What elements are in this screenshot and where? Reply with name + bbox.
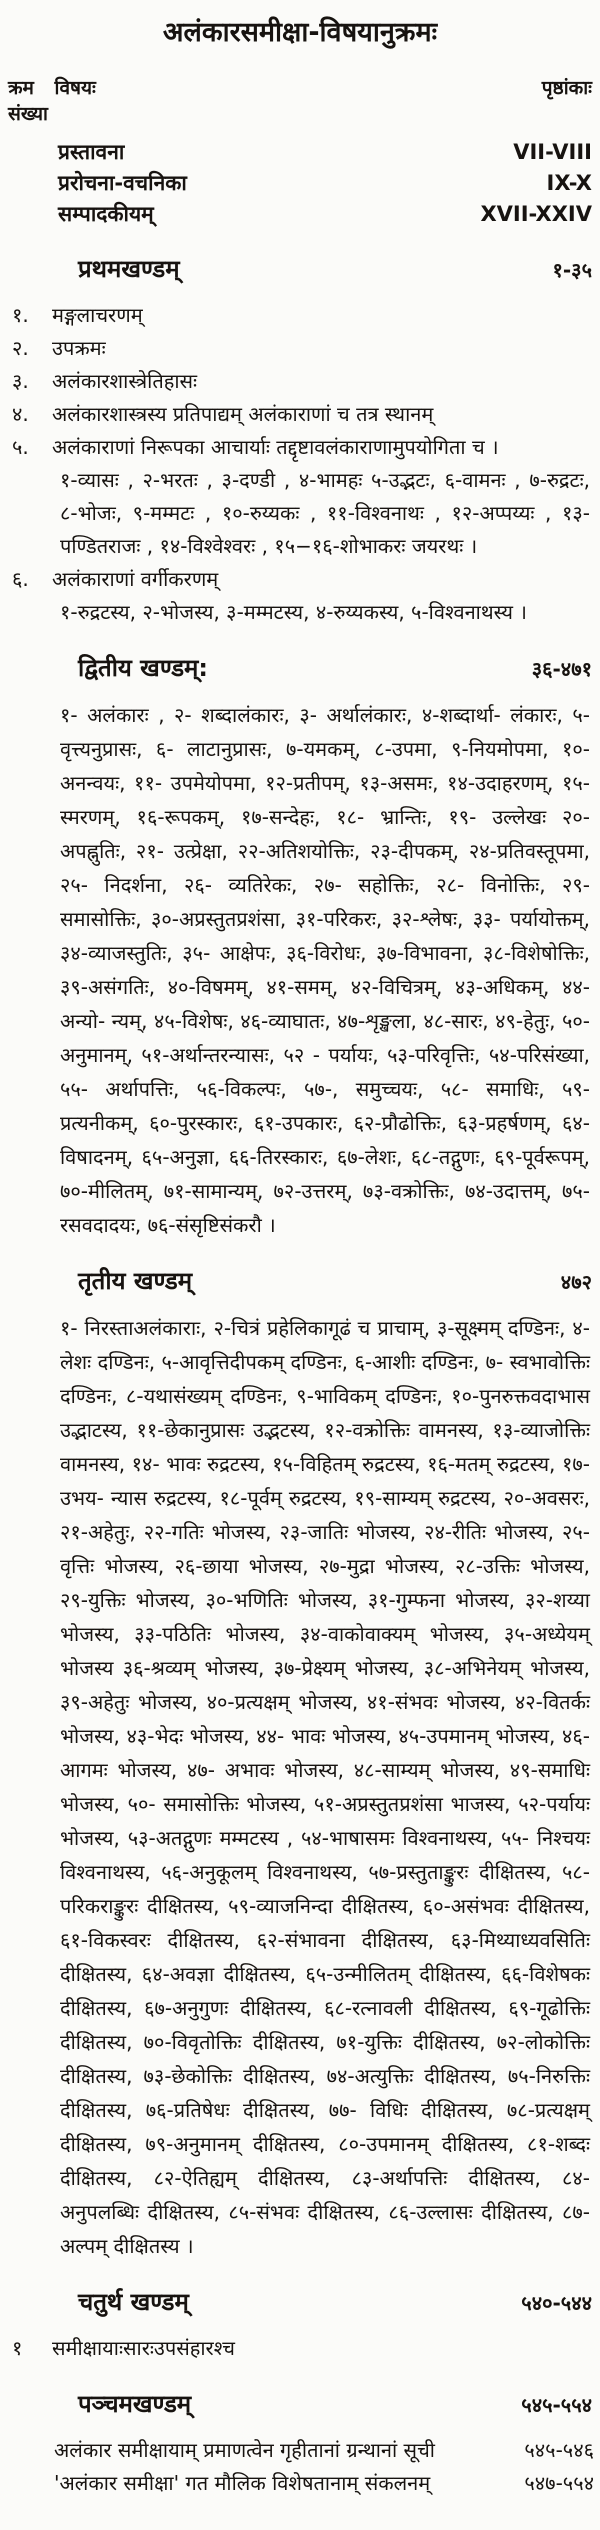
section-heading-3 [6,1264,594,1297]
section-heading-5 [6,2387,594,2420]
item-text: मङ्गलाचरणम् [52,303,143,327]
section-body: १- अलंकारः , २- शब्दालंकारः, ३- अर्थालंकारः, ४-शब्दार्था- लंकारः, ५-वृत्त्यनुप्रासः, ६- लाटानुप्रासः, ७-यमकम्, ८-उपमा, ९-नियमोपमा, १०-अनन्वयः, ११- उपमेयोपमा, १२-प्रतीपम्, १३-असमः, १४-उदाहरणम्, १५-स्मरणम्, १६-रूपकम्, १७-सन्देहः, १८- भ्रान्तिः, १९- उल्लेखः २०- अपह्नुतिः, २१- उत्प्रेक्षा, २२-अतिशयोक्तिः, २३-दीपकम्, २४-प्रतिवस्तूपमा, २५- निदर्शना, २६- व्यतिरेकः, २७- सहोक्तिः, २८- विनोक्तिः, २९- समासोक्तिः, ३०-अप्रस्तुतप्रशंसा, ३१-परिकरः, ३२-श्लेषः, ३३- पर्यायोक्तम्, ३४-व्याजस्तुतिः, ३५- आक्षेपः, ३६-विरोधः, ३७-विभावना, ३८-विशेषोक्तिः, ३९-असंगतिः, ४०-विषमम्, ४१-समम्, ४२-विचित्रम्, ४३-अधिकम्, ४४-अन्यो- न्यम्, ४५-विशेषः, ४६-व्याघातः, ४७-शृङ्खला, ४८-सारः, ४९-हेतुः, ५०- अनुमानम्, ५१-अर्थान्तरन्यासः, ५२ - पर्यायः, ५३-परिवृत्तिः, ५४-परिसंख्या, ५५- अर्थापत्तिः, ५६-विकल्पः, ५७-, समुच्चयः, ५८- समाधिः, ५९-प्रत्यनीकम्, ६०-पुरस्कारः, ६१-उपकारः, ६२-प्रौढोक्तिः, ६३-प्रहर्षणम्, ६४-विषादनम्, ६५-अनुज्ञा, ६६-तिरस्कारः, ६७-लेशः, ६८-तद्गुणः, ६९-पूर्वरूपम्, ७०-मीलितम्, ७१-सामान्यम्, ७२-उत्तरम्, ७३-वक्रोक्तिः, ७४-उदात्तम्, ७५-रसवदादयः, ७६-संसृष्टिसंकरौ । [60,703,590,1237]
serial-col-label-line2: संख्या [8,103,48,125]
appendix-pages: ५४७-५५४ [524,2471,594,2495]
front-matter-row [6,137,594,168]
item-number: ३. [12,369,29,393]
item-text: अलंकारशास्त्रेतिहासः [52,369,198,393]
toc-item [6,332,594,365]
section-heading-1 [6,252,594,285]
page-title: अलंकारसमीक्षा-विषयानुक्रमः [162,17,438,48]
front-matter-pages: VII-VIII [513,140,592,164]
section-title: पञ्चमखण्डम् [78,2390,192,2418]
section-title: तृतीय खण्डम् [78,1267,193,1295]
toc-column-headers [6,75,594,127]
section-pages: ३६-४७१ [531,657,592,681]
section-body: १- निरस्ताअलंकाराः, २-चित्रं प्रहेलिकागूढं च प्राचाम्, ३-सूक्ष्मम् दण्डिनः, ४-लेशः दण्डिनः, ५-आवृत्तिदीपकम् दण्डिनः, ६-आशीः दण्डिनः, ७- स्वभावोक्तिः दण्डिनः, ८-यथासंख्यम् दण्डिनः, ९-भाविकम् दण्डिनः, १०-पुनरुक्तवदाभास उद्भाटस्य, ११-छेकानुप्रासः उद्भटस्य, १२-वक्रोक्तिः वामनस्य, १३-व्याजोक्तिः वामनस्य, १४- भावः रुद्रटस्य, १५-विहितम् रुद्रटस्य, १६-मतम् रुद्रटस्य, १७-उभय- न्यास रुद्रटस्य, १८-पूर्वम् रुद्रटस्य, १९-साम्यम् रुद्रटस्य, २०-अवसरः, २१-अहेतुः, २२-गतिः भोजस्य, २३-जातिः भोजस्य, २४-रीतिः भोजस्य, २५-वृत्तिः भोजस्य, २६-छाया भोजस्य, २७-मुद्रा भोजस्य, २८-उक्तिः भोजस्य, २९-युक्तिः भोजस्य, ३०-भणितिः भोजस्य, ३१-गुम्फना भोजस्य, ३२-शय्या भोजस्य, ३३-पठितिः भोजस्य, ३४-वाकोवाक्यम् भोजस्य, ३५-अध्येयम् भोजस्य ३६-श्रव्यम् भोजस्य, ३७-प्रेक्ष्यम् भोजस्य, ३८-अभिनेयम् भोजस्य, ३९-अहेतुः भोजस्य, ४०-प्रत्यक्षम् भोजस्य, ४१-संभवः भोजस्य, ४२-वितर्कः भोजस्य, ४३-भेदः भोजस्य, ४४- भावः भोजस्य, ४५-उपमानम् भोजस्य, ४६- आगमः भोजस्य, ४७- अभावः भोजस्य, ४८-साम्यम् भोजस्य, ४९-समाधिः भोजस्य, ५०- समासोक्तिः भोजस्य, ५१-अप्रस्तुतप्रशंसा भाजस्य, ५२-पर्यायः भोजस्य, ५३-अतद्गुणः मम्मटस्य , ५४-भाषासमः विश्वनाथस्य, ५५- निश्चयः विश्वनाथस्य, ५६-अनुकूलम् विश्वनाथस्य, ५७-प्रस्तुताङ्कुरः दीक्षितस्य, ५८-परिकराङ्कुरः दीक्षितस्य, ५९-व्याजनिन्दा दीक्षितस्य, ६०-असंभवः दीक्षितस्य, ६१-विकस्वरः दीक्षितस्य, ६२-संभावना दीक्षितस्य, ६३-मिथ्याध्यवसितिः दीक्षितस्य, ६४-अवज्ञा दीक्षितस्य, ६५-उन्मीलितम् दीक्षितस्य, ६६-विशेषकः दीक्षितस्य, ६७-अनुगुणः दीक्षितस्य, ६८-रत्नावली दीक्षितस्य, ६९-गूढोक्तिः दीक्षितस्य, ७०-विवृतोक्तिः दीक्षितस्य, ७१-युक्तिः दीक्षितस्य, ७२-लोकोक्तिः दीक्षितस्य, ७३-छेकोक्तिः दीक्षितस्य, ७४-अत्युक्तिः दीक्षितस्य, ७५-निरुक्तिः दीक्षितस्य, ७६-प्रतिषेधः दीक्षितस्य, ७७- विधिः दीक्षितस्य, ७८-प्रत्यक्षम् दीक्षितस्य, ७९-अनुमानम् दीक्षितस्य, ८०-उपमानम् दीक्षितस्य, ८१-शब्दः दीक्षितस्य, ८२-ऐतिह्यम् दीक्षितस्य, ८३-अर्थापत्तिः दीक्षितस्य, ८४-अनुपलब्धिः दीक्षितस्य, ८५-संभवः दीक्षितस्य, ८६-उल्लासः दीक्षितस्य, ८७-अल्पम् दीक्षितस्य । [60,1316,590,2258]
section-heading-4 [6,2285,594,2318]
front-matter-row [6,199,594,230]
serial-col-label: क्रम [8,77,34,99]
front-matter-pages: XVII-XXIV [480,202,592,226]
appendix-pages: ५४५-५४६ [524,2438,594,2462]
appendix-label: अलंकार समीक्षायाम् प्रमाणत्वेन गृहीतानां ग्रन्थानां सूची [54,2438,435,2462]
section-pages: ५४५-५५४ [521,2393,592,2417]
section-pages: १-३५ [552,258,592,282]
item-text: अलंकारशास्त्रस्य प्रतिपाद्यम् अलंकाराणां च तत्र स्थानम् [52,402,434,426]
item-number: ४. [12,402,29,426]
front-matter-label: प्ररोचना-वचनिका [58,171,187,195]
appendix-label: 'अलंकार समीक्षा' गत मौलिक विशेषतानाम् संकलनम् [54,2471,431,2495]
section-title: प्रथमखण्डम् [78,255,180,283]
toc-item [6,299,594,332]
front-matter-row [6,168,594,199]
front-matter-label: सम्पादकीयम् [58,202,154,226]
item-text: अलंकाराणां वर्गीकरणम् [52,567,219,591]
appendix-row [6,2434,594,2467]
front-matter-pages: IX-X [546,171,592,195]
section-heading-2 [6,651,594,684]
toc-item [6,365,594,398]
item-text: समीक्षायाःसारःउपसंहारश्च [52,2336,235,2360]
section-title: चतुर्थ खण्डम् [78,2288,189,2316]
appendix-row [6,2467,594,2500]
item-number: १ [12,2336,23,2360]
serial-subject-header [8,75,96,127]
item-number: २. [12,336,29,360]
item-number: ६. [12,567,29,591]
item-text: उपक्रमः [52,336,106,360]
toc-item [6,431,594,464]
pages-col-label: पृष्ठांकाः [541,77,592,99]
subject-col-label: विषयः [54,77,96,99]
item-sublist: १-व्यासः , २-भरतः , ३-दण्डी , ४-भामहः ५-उद्भटः, ६-वामनः , ७-रुद्रटः, ८-भोजः, ९-मम्मटः , १०-रुय्यकः , ११-विश्वनाथः , १२-अप्पय्यः , १३-पण्डितराजः , १४-विश्वेश्वरः , १५−१६-शोभाकरः जयरथः । [60,468,590,558]
toc-item [6,563,594,596]
section-pages: ५४०-५४४ [521,2291,592,2315]
toc-item [6,2332,594,2365]
item-number: ५. [12,435,29,459]
item-number: १. [12,303,29,327]
item-sublist: १-रुद्रटस्य, २-भोजस्य, ३-मम्मटस्य, ४-रुय्यकस्य, ५-विश्वनाथस्य । [60,600,527,624]
toc-item [6,398,594,431]
item-text: अलंकाराणां निरूपका आचार्याः तद्दृष्टावलंकाराणामुपयोगिता च । [52,435,499,459]
front-matter-label: प्रस्तावना [58,140,125,164]
section-pages: ४७२ [560,1270,592,1294]
section-title: द्वितीय खण्डम्: [78,654,209,682]
